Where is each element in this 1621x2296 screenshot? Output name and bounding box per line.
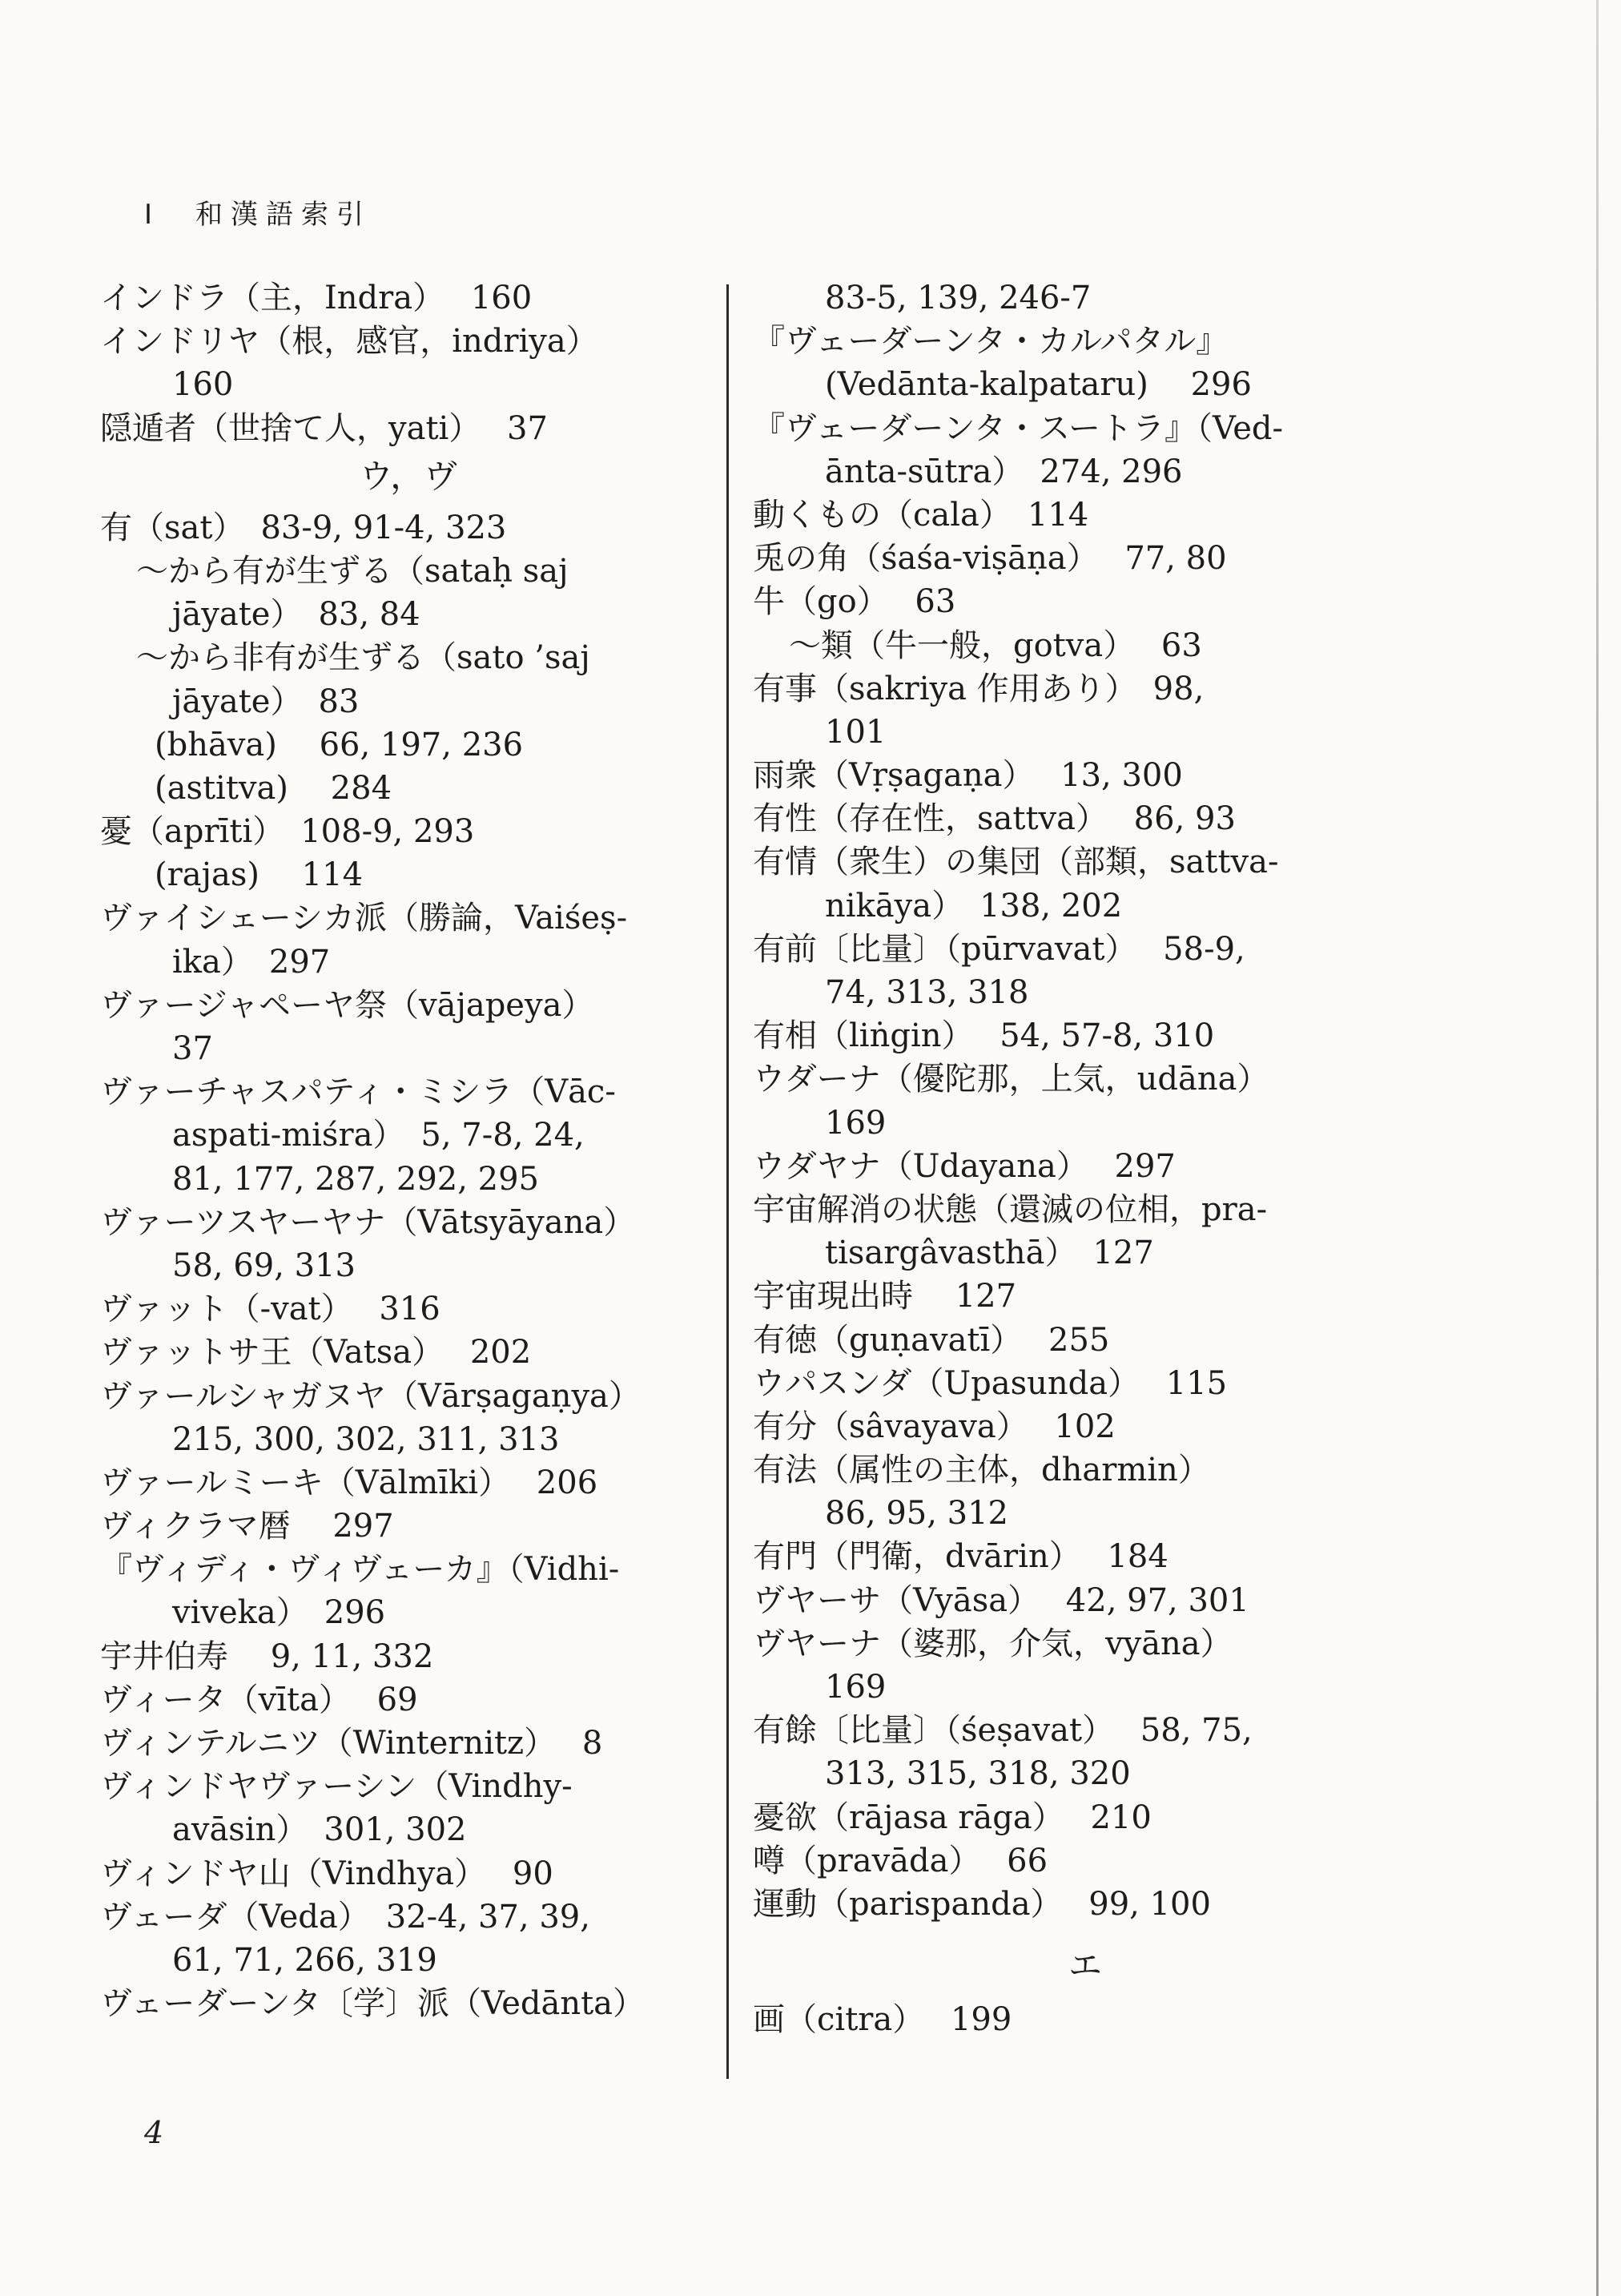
index-entry: 有情（衆生）の集団（部類，sattva- [753, 844, 1279, 881]
index-entry: 83-5, 139, 246-7 [825, 280, 1092, 316]
index-entry: 有分（sâvayava） 102 [753, 1408, 1116, 1445]
index-entry: 動くもの（cala） 114 [753, 496, 1089, 534]
index-entry: 86, 95, 312 [825, 1495, 1009, 1533]
index-column-left [100, 276, 717, 2025]
index-entry: (astitva) 284 [155, 769, 392, 807]
index-entry: 有餘〔比量〕（śeṣavat） 58, 75, [753, 1712, 1253, 1750]
index-entry: 画（citra） 199 [753, 2001, 1012, 2039]
index-entry: viveka） 296 [172, 1594, 386, 1632]
index-entry: 有事（sakriya 作用あり） 98, [753, 670, 1205, 707]
index-entry: 74, 313, 318 [825, 974, 1029, 1011]
index-entry: 81, 177, 287, 292, 295 [172, 1160, 540, 1198]
scan-edge [1596, 0, 1599, 2296]
index-entry: 37 [172, 1030, 213, 1067]
index-entry: ヴァット（-vat） 316 [100, 1291, 440, 1328]
index-entry: 〜から有が生ずる（sataḥ saj [136, 552, 569, 590]
index-entry: インドラ（主，Indra） 160 [100, 280, 533, 316]
index-entry: 58, 69, 313 [172, 1247, 356, 1284]
index-entry: ヴァットサ王（Vatsa） 202 [100, 1334, 532, 1372]
index-entry: 有門（門衛，dvārin） 184 [753, 1538, 1168, 1576]
index-entry: 宇宙現出時 127 [753, 1278, 1017, 1315]
index-entry: (bhāva) 66, 197, 236 [155, 726, 524, 763]
index-entry: ヴァールシャガヌヤ（Vārṣagaṇya） [100, 1377, 641, 1415]
index-entry: ウパスンダ（Upasunda） 115 [753, 1364, 1228, 1402]
index-entry: ヴィンテルニツ（Winternitz） 8 [100, 1725, 603, 1762]
index-entry: ヴェーダ（Veda） 32-4, 37, 39, [100, 1898, 590, 1935]
index-entry: 憂（aprīti） 108-9, 293 [100, 813, 475, 851]
index-entry: 『ヴェーダーンタ・カルパタル』 [753, 323, 1229, 361]
index-entry: 有徳（guṇavatī） 255 [753, 1321, 1110, 1359]
index-entry: 169 [825, 1669, 887, 1706]
section-heading: ウ，ヴ [359, 456, 458, 496]
index-entry: ヴェーダーンタ〔学〕派（Vedānta） [100, 1985, 646, 2023]
index-entry: ヴヤーサ（Vyāsa） 42, 97, 301 [753, 1581, 1249, 1619]
index-entry: 運動（parispanda） 99, 100 [753, 1885, 1211, 1923]
index-entry: ヴァーチャスパティ・ミシラ（Vāc- [100, 1073, 616, 1111]
index-entry: 宇井伯寿 9, 11, 332 [100, 1637, 434, 1675]
index-entry: ヴァージャペーヤ祭（vājapeya） [100, 986, 594, 1024]
index-entry: jāyate） 83 [172, 683, 360, 720]
index-entry: 有（sat） 83-9, 91-4, 323 [100, 509, 507, 546]
index-entry: 有相（liṅgin） 54, 57-8, 310 [753, 1017, 1215, 1055]
index-entry: 169 [825, 1104, 887, 1142]
index-entry: ヴィンドヤ山（Vindhya） 90 [100, 1855, 553, 1892]
index-entry: ika） 297 [172, 943, 331, 981]
index-entry: 313, 315, 318, 320 [825, 1755, 1131, 1793]
index-entry: 宇宙解消の状態（還滅の位相，pra- [753, 1190, 1268, 1228]
page-number: 4 [144, 2115, 164, 2150]
index-entry: 牛（go） 63 [753, 583, 956, 621]
column-divider [726, 284, 729, 2079]
index-entry: 兎の角（śaśa-viṣāṇa） 77, 80 [753, 540, 1227, 578]
page-header: I 和漢語索引 [144, 199, 372, 231]
index-entry: jāyate） 83, 84 [172, 596, 420, 634]
index-entry: ヴィータ（vīta） 69 [100, 1681, 418, 1718]
index-entry: ウダヤナ（Udayana） 297 [753, 1147, 1176, 1185]
index-entry: avāsin） 301, 302 [172, 1811, 467, 1849]
index-entry: 101 [825, 713, 887, 751]
index-entry: ウダーナ（優陀那，上気，udāna） [753, 1061, 1269, 1098]
index-entry: 『ヴィディ・ヴィヴェーカ』（Vidhi- [100, 1551, 620, 1589]
index-entry: インドリヤ（根，感官，indriya） [100, 323, 598, 361]
index-entry: nikāya） 138, 202 [825, 887, 1123, 924]
index-entry: 160 [172, 366, 234, 404]
index-entry: tisargâvasthā） 127 [825, 1235, 1154, 1272]
index-entry: ヴァーツスヤーヤナ（Vātsyāyana） [100, 1203, 636, 1241]
index-entry: ヴィンドヤヴァーシン（Vindhy- [100, 1768, 573, 1806]
index-entry: 〜類（牛一般，gotva） 63 [789, 626, 1202, 664]
index-entry: aspati-miśra） 5, 7-8, 24, [172, 1117, 585, 1154]
index-entry: 噂（pravāda） 66 [753, 1842, 1048, 1879]
index-entry: ヴヤーナ（婆那，介気，vyāna） [753, 1625, 1233, 1662]
index-column-right [753, 276, 1418, 2041]
index-entry: 有性（存在性，sattva） 86, 93 [753, 800, 1236, 838]
index-entry: (rajas) 114 [155, 856, 364, 894]
index-entry: 憂欲（rājasa rāga） 210 [753, 1799, 1152, 1836]
index-entry: ヴィクラマ暦 297 [100, 1508, 394, 1545]
index-entry: ヴァールミーキ（Vālmīki） 206 [100, 1464, 598, 1501]
section-heading: エ [1068, 1946, 1102, 1986]
index-entry: 雨衆（Vṛṣagaṇa） 13, 300 [753, 757, 1183, 795]
index-entry: 有法（属性の主体，dharmin） [753, 1452, 1210, 1489]
index-entry: 215, 300, 302, 311, 313 [172, 1420, 560, 1458]
index-entry: ヴァイシェーシカ派（勝論，Vaiśeṣ- [100, 900, 628, 937]
index-entry: (Vedānta-kalpataru) 296 [825, 366, 1252, 404]
index-entry: 有前〔比量〕（pūrvavat） 58-9, [753, 930, 1245, 968]
index-entry: 『ヴェーダーンタ・スートラ』（Ved- [753, 409, 1284, 447]
index-entry: 61, 71, 266, 319 [172, 1941, 437, 1979]
index-entry: 隠遁者（世捨て人，yati） 37 [100, 409, 548, 447]
index-entry: ānta-sūtra） 274, 296 [825, 453, 1183, 490]
index-entry: 〜から非有が生ずる（sato ’saj [136, 639, 590, 677]
